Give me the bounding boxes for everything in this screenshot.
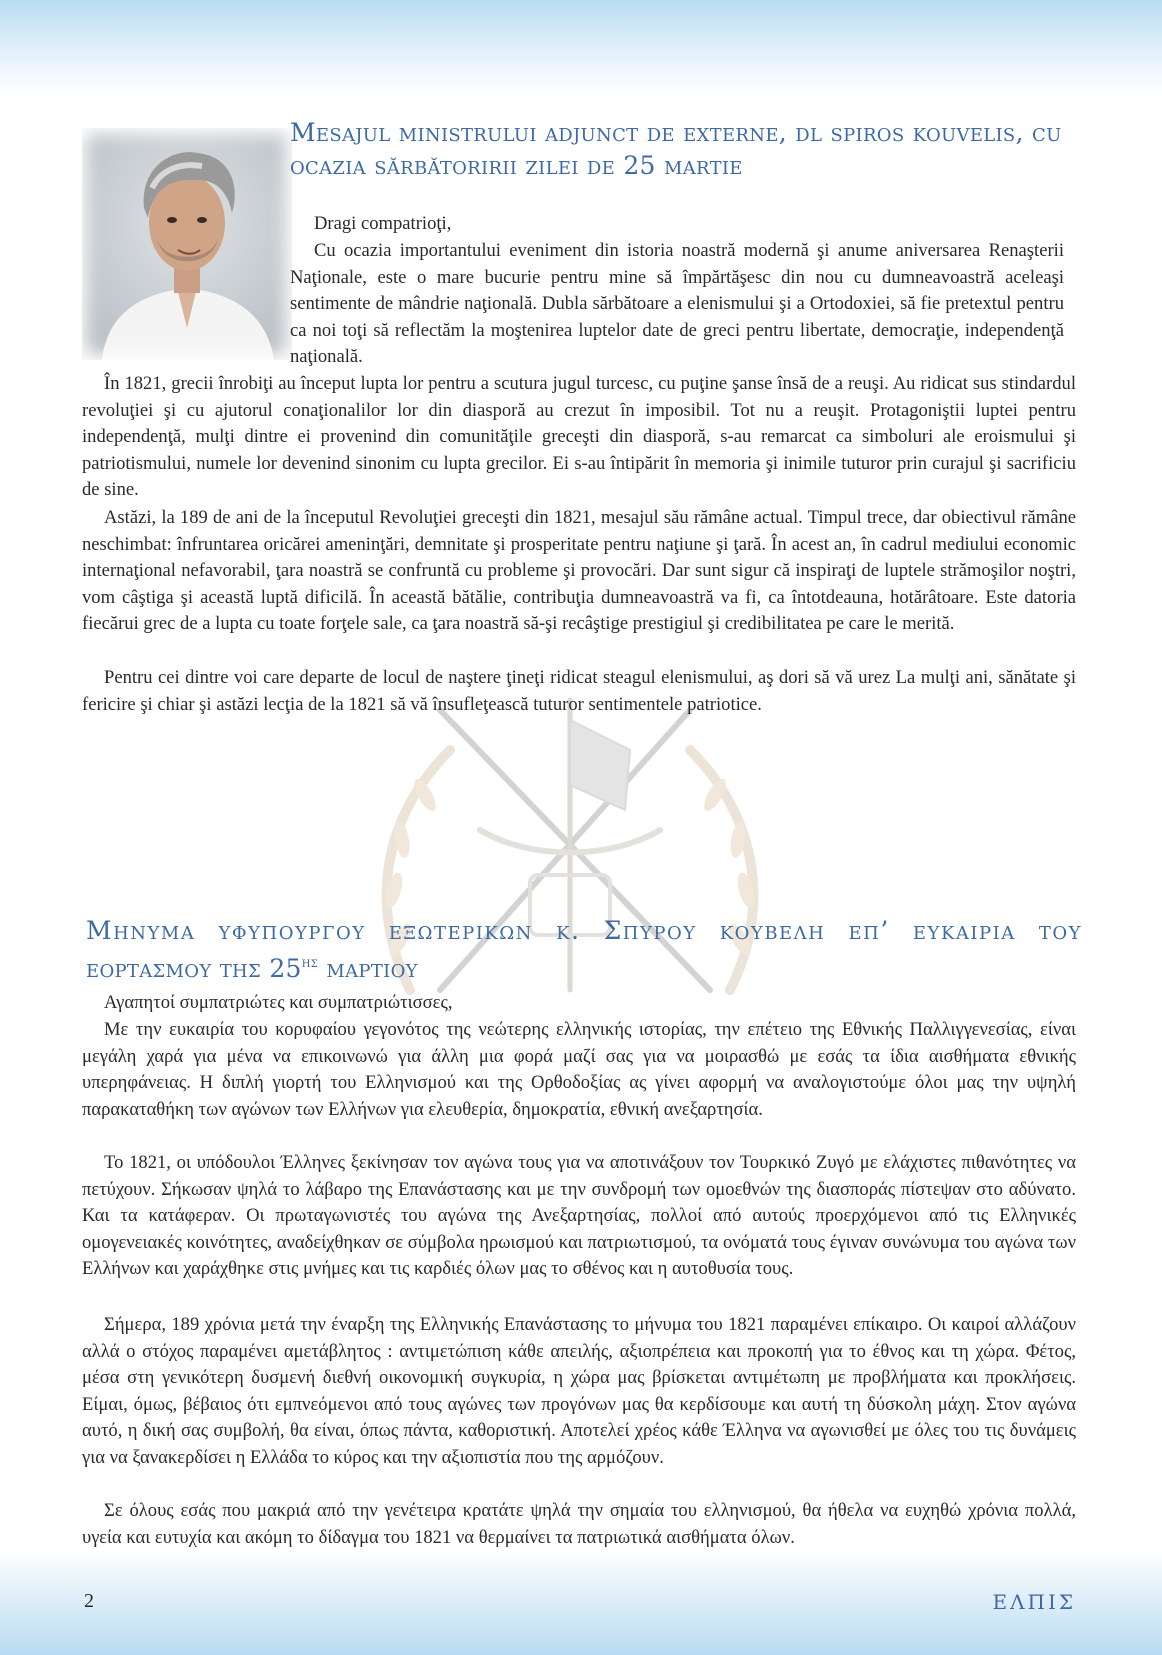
- romanian-paragraph-2: În 1821, grecii înrobiţi au început lupta lor pentru a scutura jugul turcesc, cu puţine şanse însă de a reuşi. Au ridicat sus stindardul revoluţiei şi cu ajutorul conaţionalilor lor din diasporă au crezut în imposibil. Tot nu a reuşit. Protagoniştii luptei pentru independenţă, mulţi dintre ei provenind din comunităţile greceşti din diasporă, s-au remarcat ca simboluri ale eroismului şi patriotismului, numele lor devenind sinonim cu lupta grecilor. Ei s-au întipărit în memoria şi inimile tuturor prin curajul şi sacrificiu de sine.: [82, 373, 1076, 501]
- romanian-salutation: Dragi compatrioţi,: [314, 213, 452, 234]
- top-gradient-band: [0, 0, 1162, 95]
- greek-heading-ordinal-suffix: ης: [301, 955, 319, 971]
- greek-paragraph-1: Με την ευκαιρία του κορυφαίου γεγονότος της νεώτερης ελληνικής ιστορίας, την επέτειο της Εθνικής Παλλιγγενεσίας, είναι μεγάλη χαρά για μένα να επικοινωνώ για άλλη μια φορά μαζί σας για να μοιρασθώ με εσάς τα ίδια αισθήματα εθνικής υπερηφάνειας. Η διπλή γιορτή του Ελληνισμού και της Ορθοδοξίας ας γίνει αφορμή να αναλογιστούμε όλοι μας την υψηλή παρακαταθήκη των αγώνων των Ελλήνων για ελευθερία, δημοκρατία, εθνική ανεξαρτησία.: [82, 1019, 1076, 1120]
- magazine-name: ΕΛΠΙΣ: [992, 1590, 1076, 1614]
- bottom-gradient-band: [0, 1550, 1162, 1655]
- romanian-heading-line1: Mesajul ministrului adjunct de externe, dl spiros kouvelis, cu: [290, 118, 1062, 147]
- greek-paragraph-4: Σε όλους εσάς που μακριά από την γενέτειρα κρατάτε ψηλά την σημαία του ελληνισμού, θα ήθελα να ευχηθώ χρόνια πολλά, υγεία και ευτυχία και ακόμη το δίδαγμα του 1821 να θερμαίνει τα πατριωτικά αισθήματα όλων.: [82, 1500, 1076, 1548]
- greek-heading-line2-start: εορτασμου της 25: [86, 954, 302, 983]
- romanian-paragraph-3: Astăzi, la 189 de ani de la începutul Revoluţiei greceşti din 1821, mesajul său rămâne actual. Timpul trece, dar obiectivul rămâne neschimbat: înfruntarea oricărei ameninţări, demnitate şi prosperitate pentru naţiune şi ţară. În acest an, în cadrul mediului economic internaţional nefavorabil, ţara noastră se confruntă cu probleme şi provocări. Dar sunt sigur că inspiraţi de luptele strămoşilor noştri, vom câştiga şi această luptă dificilă. În această bătălie, contribuţia dumneavoastră va fi, ca întotdeauna, hotărâtoare. Este datoria fiecărui grec de a lupta cu toate forţele sale, ca ţara noastră să-şi recâştige prestigiul şi credibilitatea pe care le merită.: [82, 507, 1076, 635]
- greek-paragraph-3: Σήμερα, 189 χρόνια μετά την έναρξη της Ελληνικής Επανάστασης το μήνυμα του 1821 παραμένει επίκαιρο. Οι καιροί αλλάζουν αλλά ο στόχος παραμένει αμετάβλητος : αντιμετώπιση κάθε απειλής, αξιοπρέπεια και προκοπή για το έθνος και τη χώρα. Φέτος, μέσα στη γενικότερη δυσμενή διεθνή οικονομική συγκυρία, η χώρα μας βρίσκεται αντιμέτωπη με προβλήματα και προκλήσεις. Είμαι, όμως, βέβαιος ότι εμπνεόμενοι από τους αγώνες των προγόνων μας θα κερδίσουμε και αυτή τη δύσκολη μάχη. Στον αγώνα αυτό, η δική σας συμβολή, θα είναι, όπως πάντα, καθοριστική. Αποτελεί χρέος κάθε Έλληνα να αγωνισθεί με όλες του τις δυνάμεις για να ξανακερδίσει η Ελλάδα το κύρος και την αξιοπιστία που της αρμόζουν.: [82, 1314, 1076, 1468]
- page-number: 2: [84, 1590, 94, 1612]
- greek-salutation: Αγαπητοί συμπατριώτες και συμπατριώτισσες,: [104, 992, 453, 1013]
- romanian-heading: [290, 116, 1082, 182]
- romanian-paragraph-1: Cu ocazia importantului eveniment din istoria noastră modernă şi anume aniversarea Renaşterii Naţionale, este o mare bucurie pentru mine să împărtăşesc din nou cu dumneavoastră aceleaşi sentimente de mândrie naţională. Dubla sărbătoare a elenismului şi a Ortodoxiei, să fie pretextul pentru ca noi toţi să reflectăm la moştenirea luptelor date de greci pentru libertate, democraţie, independenţă naţională.: [290, 240, 1064, 368]
- greek-heading-line2-end: μαρτιου: [326, 954, 418, 983]
- romanian-paragraph-4: Pentru cei dintre voi care departe de locul de naştere ţineţi ridicat steagul elenismului, aş dori să vă urez La mulţi ani, sănătate şi fericire şi chiar şi astăzi lecţia de la 1821 să vă însufleţească tuturor sentimentele patriotice.: [82, 667, 1076, 715]
- greek-paragraph-2: Το 1821, οι υπόδουλοι Έλληνες ξεκίνησαν τον αγώνα τους για να αποτινάξουν τον Τουρκικό Ζυγό με ελάχιστες πιθανότητες να πετύχουν. Σήκωσαν ψηλά το λάβαρο της Επανάστασης και με την συνδρομή των ομοεθνών της διασποράς πίστεψαν στο αδύνατο. Και τα κατάφεραν. Οι πρωταγωνιστές του αγώνα της Ανεξαρτησίας, πολλοί από αυτούς προερχόμενοι από τις Ελληνικές ομογενειακές κοινότητες, αναδείχθηκαν σε σύμβολα ηρωισμού και πατριωτισμού, τα ονόματά τους έγιναν συνώνυμα του αγώνα των Ελλήνων και χαράχθηκε στις μνήμες και τις καρδιές όλων μας το σθένος και η αυτοθυσία τους.: [82, 1152, 1076, 1280]
- romanian-heading-line2: ocazia sărbătoririi zilei de 25 martie: [290, 151, 743, 180]
- greek-heading-line2: [86, 947, 1082, 985]
- greek-heading-line1: Μηνυμα υφυπουργου εξωτερικων κ. Σπυρου κουβελη επ’ ευκαιρια του: [86, 916, 1082, 945]
- portrait-fade-edge: [70, 118, 302, 370]
